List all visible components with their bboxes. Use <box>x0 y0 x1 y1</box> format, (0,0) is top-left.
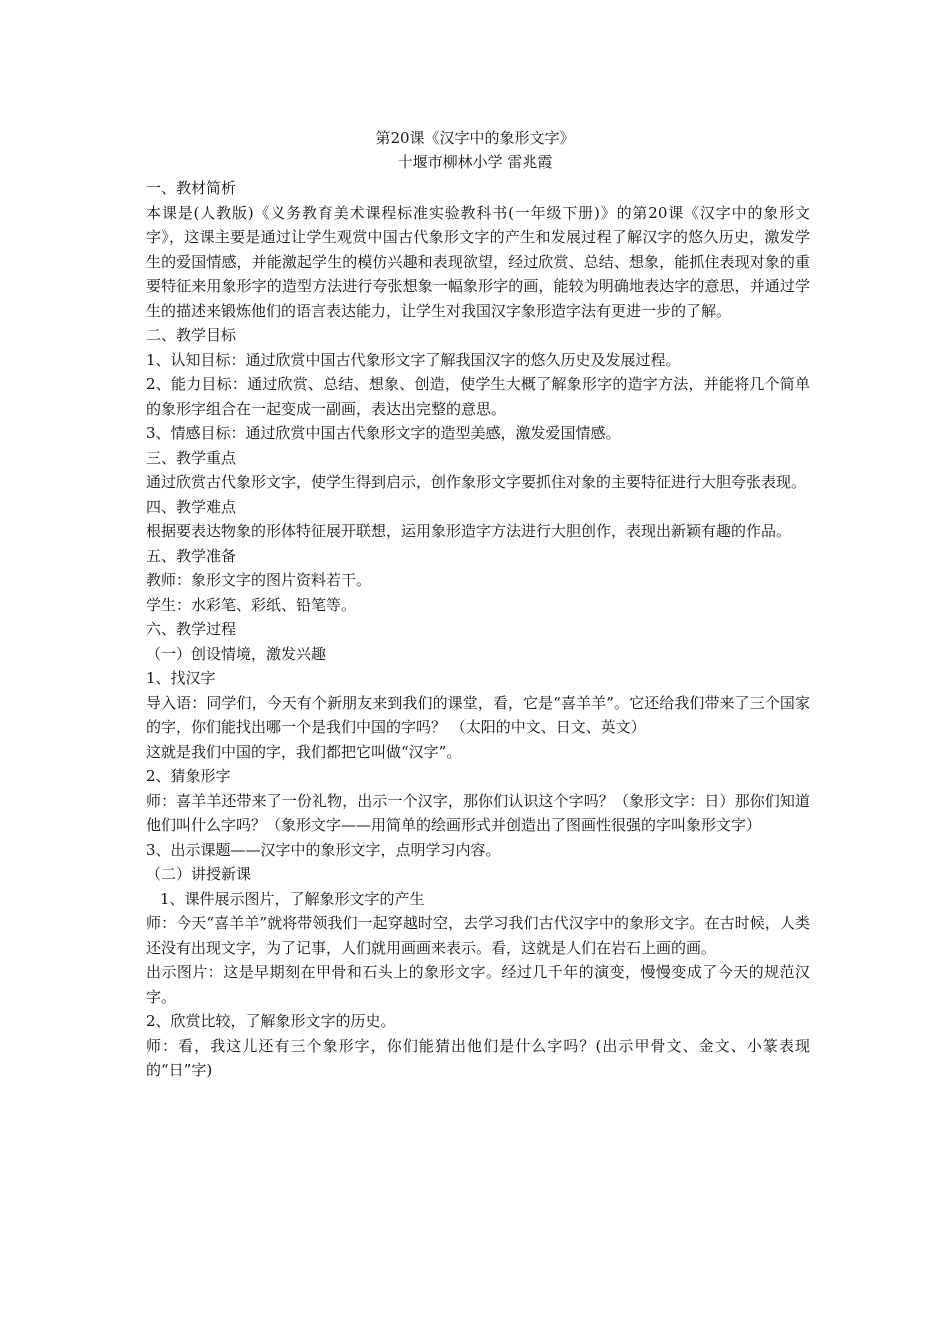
section-heading: 一、教材简析 <box>146 179 237 197</box>
item-heading: 1、课件展示图片，了解象形文字的产生 <box>160 889 425 908</box>
section-heading: 四、教学难点 <box>146 497 237 516</box>
body-paragraph: 出示图片：这是早期刻在甲骨和石头上的象形文字。经过几千年的演变，慢慢变成了今天的规范汉字。 <box>146 963 810 1006</box>
body-paragraph: 3、情感目标：通过欣赏中国古代象形文字的造型美感，激发爱国情感。 <box>146 424 621 442</box>
item-heading: 1、找汉字 <box>146 669 216 687</box>
item-heading: 2、猜象形字 <box>146 767 231 785</box>
body-paragraph: 根据要表达物象的形体特征展开联想，运用象形造字方法进行大胆创作，表现出新颖有趣的作品。 <box>146 522 792 540</box>
body-paragraph: 通过欣赏古代象形文字，使学生得到启示，创作象形文字要抓住对象的主要特征进行大胆夸张表现。 <box>146 473 807 491</box>
document-title: 第20课《汉字中的象形文字》 <box>375 129 575 147</box>
body-paragraph: 学生：水彩笔、彩纸、铅笔等。 <box>146 595 357 614</box>
body-paragraph: 3、出示课题——汉字中的象形文字，点明学习内容。 <box>146 840 501 859</box>
body-paragraph: 导入语：同学们，今天有个新朋友来到我们的课堂，看，它是“喜羊羊”。它还给我们带来了三个国家的字，你们能找出哪一个是我们中国的字吗？ （太阳的中文、日文、英文） <box>146 693 810 736</box>
body-paragraph: 师：今天“喜羊羊”就将带领我们一起穿越时空，去学习我们古代汉字中的象形文字。在古时候，人类还没有出现文字，为了记事，人们就用画画来表示。看，这就是人们在岩石上画的画。 <box>146 914 810 957</box>
document-body <box>146 176 810 1083</box>
section-heading: 五、教学准备 <box>146 546 237 565</box>
body-paragraph: 这就是我们中国的字，我们都把它叫做“汉字”。 <box>146 742 462 761</box>
subsection-heading: （二）讲授新课 <box>146 865 252 883</box>
item-heading: 2、欣赏比较，了解象形文字的历史。 <box>146 1012 396 1030</box>
section-heading: 二、教学目标 <box>146 326 237 344</box>
body-paragraph: 2、能力目标：通过欣赏、总结、想象、创造，使学生大概了解象形字的造字方法，并能将几个简单的象形字组合在一起变成一副画，表达出完整的意思。 <box>146 375 810 418</box>
section-heading: 三、教学重点 <box>146 448 237 467</box>
body-paragraph: 师：看，我这儿还有三个象形字，你们能猜出他们是什么字吗？(出示甲骨文、金文、小篆表现的“日”字) <box>146 1036 810 1079</box>
section-heading: 六、教学过程 <box>146 620 237 638</box>
document-author: 十堰市柳林小学 雷兆霞 <box>397 153 553 171</box>
subsection-heading: （一）创设情境，激发兴趣 <box>146 644 327 663</box>
body-paragraph: 1、认知目标：通过欣赏中国古代象形文字了解我国汉字的悠久历史及发展过程。 <box>146 350 681 369</box>
body-paragraph: 师：喜羊羊还带来了一份礼物，出示一个汉字，那你们认识这个字吗？（象形文字：日）那你们知道他们叫什么字吗？（象形文字——用简单的绘画形式并创造出了图画性很强的字叫象形文字） <box>146 791 810 834</box>
body-paragraph: 本课是(人教版)《义务教育美术课程标准实验教科书(一年级下册)》的第20课《汉字中的象形文字》，这课主要是通过让学生观赏中国古代象形文字的产生和发展过程了解汉字的悠久历史，激发学生的爱国情感，并能激起学生的模仿兴趣和表现欲望，经过欣赏、总结、想象，能抓住表现对象的重要特征来用象形字的造型方法进行夸张想象一幅象形字的画，能较为明确地表达字的意思，并通过学生的描述来锻炼他们的语言表达能力，让学生对我国汉字象形造字法有更进一步的了解。 <box>146 203 810 320</box>
body-paragraph: 教师：象形文字的图片资料若干。 <box>146 571 372 589</box>
